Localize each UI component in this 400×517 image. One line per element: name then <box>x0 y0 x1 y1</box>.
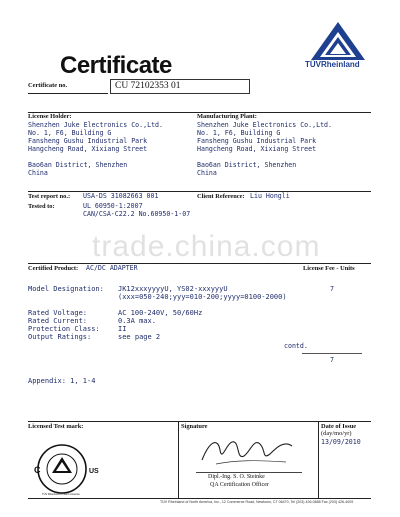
issue-date-label: Date of Issue <box>321 423 357 430</box>
client-label: Client Reference: <box>197 193 245 200</box>
address-line: Bao6an District, Shenzhen <box>28 161 128 169</box>
detail-value: AC 100-240V, 50/60Hz <box>118 309 203 317</box>
detail-label: Protection Class: <box>28 325 100 333</box>
detail-value: II <box>118 325 127 333</box>
detail-value: 0.3A max. <box>118 317 156 325</box>
section-divider <box>28 263 371 264</box>
product-label: Certified Product: <box>28 265 79 272</box>
address-line: China <box>197 169 217 177</box>
detail-label: Model Designation: <box>28 285 104 293</box>
plant-address <box>197 121 332 177</box>
standard-line: CAN/CSA-C22.2 No.60950-1-07 <box>83 210 191 218</box>
report-value: USA-DS 31082663 001 <box>83 192 159 200</box>
report-label: Test report no.: <box>28 193 71 200</box>
issue-date: 13/09/2010 <box>321 438 361 446</box>
detail-row <box>28 333 287 341</box>
detail-value: (xxx=050-240;yyy=010-200;yyyy=0100-2000) <box>118 293 287 301</box>
detail-row <box>28 301 287 309</box>
holder-label: License Holder: <box>28 113 72 120</box>
footer-bottom-line <box>28 498 371 499</box>
mark-c: C <box>34 465 41 475</box>
address-line: China <box>28 169 48 177</box>
brand-name: TÜVRheinland <box>305 60 360 69</box>
issue-date-format: (day/mo/yr) <box>321 430 352 437</box>
address-line <box>28 153 163 161</box>
cert-no-box <box>110 79 250 94</box>
appendix-text: Appendix: 1, 1-4 <box>28 377 96 385</box>
fee-model: 7 <box>330 285 334 293</box>
tuv-certification-mark-icon <box>28 440 108 498</box>
address-line: Bao6an District, Shenzhen <box>197 161 297 169</box>
detail-value: see page 2 <box>118 333 161 341</box>
tested-standards <box>83 202 190 218</box>
plant-label: Manufacturing Plant: <box>197 113 257 120</box>
cert-no-value: CU 72102353 01 <box>115 81 181 91</box>
detail-label: Rated Current: <box>28 317 88 325</box>
detail-label <box>28 301 118 309</box>
detail-row <box>28 309 287 317</box>
mark-ring-text: TÜV Rheinland of North America <box>42 493 80 496</box>
signature-icon <box>196 430 306 470</box>
address-line: Hangcheng Road, Xixiang Street <box>197 145 317 153</box>
detail-label: Output Ratings: <box>28 333 92 341</box>
detail-row <box>28 285 287 293</box>
tuv-triangle-icon <box>305 20 371 64</box>
section-divider <box>28 421 371 422</box>
address-line: Hangcheng Road, Xixiang Street <box>28 145 148 153</box>
signature-label: Signature <box>181 423 208 430</box>
address-line: Fansheng Gushu Industrial Park <box>197 137 317 145</box>
address-line: No. 1, F6, Building G <box>28 129 112 137</box>
cert-no-underline <box>28 93 108 94</box>
footer-column-divider <box>318 421 319 498</box>
watermark: trade.china.com <box>92 230 321 263</box>
footer-column-divider <box>178 421 179 498</box>
address-line: Shenzhen Juke Electronics Co.,Ltd. <box>197 121 332 129</box>
holder-address <box>28 121 163 177</box>
standard-line: UL 60950-1:2007 <box>83 202 143 210</box>
test-mark-logo <box>28 440 108 498</box>
address-line: Fansheng Gushu Industrial Park <box>28 137 148 145</box>
contd-text: contd. <box>284 342 308 350</box>
signature-line <box>196 472 302 473</box>
detail-label <box>28 293 118 301</box>
fee-total-line <box>302 353 362 354</box>
mark-us: US <box>89 468 99 475</box>
tested-label: Tested to: <box>28 203 55 210</box>
address-line <box>197 153 332 161</box>
detail-row <box>28 293 287 301</box>
tuv-logo <box>305 20 371 72</box>
product-value: AC/DC ADAPTER <box>86 264 138 272</box>
detail-value: JK12xxxyyyyU, YS02-xxxyyyU <box>118 285 228 293</box>
client-value: Liu Hongli <box>250 192 290 200</box>
address-line: Shenzhen Juke Electronics Co.,Ltd. <box>28 121 163 129</box>
test-mark-label: Licensed Test mark: <box>28 423 84 430</box>
handwritten-signature <box>196 430 306 470</box>
certificate-title: Certificate <box>60 52 172 79</box>
detail-label: Rated Voltage: <box>28 309 88 317</box>
issuer-address: TÜV Rheinland of North America, Inc., 12 Commerce Road, Newtown, CT 06470, Tel (203) 426-0888 Fax (203) 426-4009 <box>160 500 354 504</box>
cert-no-label: Certificate no. <box>28 82 68 89</box>
fee-label: License Fee - Units <box>303 265 355 272</box>
signer-name: Dipl.-Ing. S. O. Steinke <box>208 474 265 480</box>
fee-total: 7 <box>330 356 334 364</box>
section-divider <box>28 191 371 192</box>
signer-title: QA Certification Officer <box>210 482 269 488</box>
product-details <box>28 285 287 341</box>
address-line: No. 1, F6, Building G <box>197 129 281 137</box>
detail-row <box>28 325 287 333</box>
detail-row <box>28 317 287 325</box>
